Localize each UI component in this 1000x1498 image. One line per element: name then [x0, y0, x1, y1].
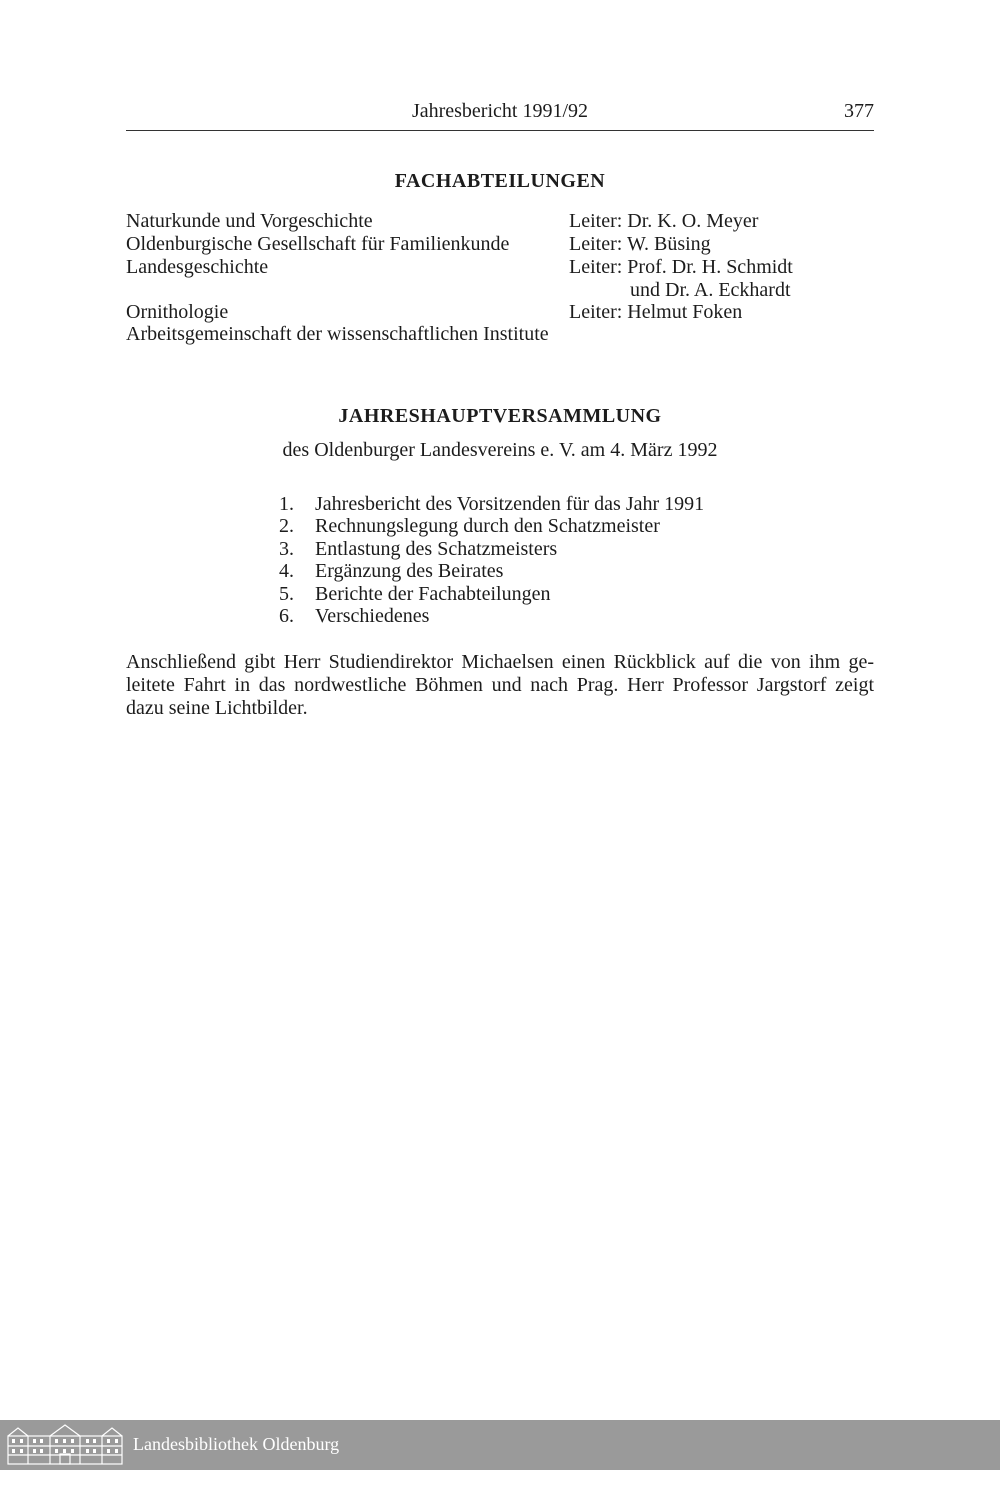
agenda-number: 2.	[279, 515, 294, 538]
library-building-icon	[6, 1424, 124, 1466]
agenda-text: Berichte der Fachabteilungen	[315, 582, 551, 605]
agenda-item	[270, 515, 660, 538]
agenda-text: Rechnungslegung durch den Schatzmeister	[315, 515, 660, 538]
header-rule	[126, 130, 874, 131]
agenda-item	[270, 537, 558, 560]
agenda-number: 3.	[279, 537, 294, 560]
library-footer-bar	[0, 1420, 1000, 1470]
department-leader: Leiter: W. Büsing	[569, 233, 711, 255]
agenda-item	[270, 582, 551, 605]
department-name: Oldenburgische Gesellschaft für Familienkunde	[126, 233, 510, 255]
running-header-title: Jahresbericht 1991/92	[411, 100, 589, 122]
paragraph-line: dazu seine Lichtbilder.	[126, 697, 308, 719]
agenda-text: Ergänzung des Beirates	[315, 560, 504, 583]
department-row	[126, 323, 874, 346]
agenda-text: Verschiedenes	[315, 604, 430, 627]
department-leader-continued: und Dr. A. Eckhardt	[630, 279, 791, 301]
department-name: Naturkunde und Vorgeschichte	[126, 210, 373, 232]
closing-paragraph	[126, 651, 874, 720]
department-name: Landesgeschichte	[126, 256, 269, 278]
agenda-item	[270, 493, 705, 515]
agenda-number: 1.	[279, 493, 294, 515]
agenda-list	[270, 493, 705, 627]
department-leader: Leiter: Dr. K. O. Meyer	[569, 210, 759, 232]
department-leader: Leiter: Helmut Foken	[569, 301, 743, 323]
department-row	[126, 279, 874, 302]
department-row	[126, 301, 874, 324]
meeting-subheading: des Oldenburger Landesvereins e. V. am 4. März 1992	[282, 439, 718, 461]
page-number: 377	[844, 100, 874, 122]
agenda-number: 6.	[279, 604, 294, 627]
library-name: Landesbibliothek Oldenburg	[133, 1434, 340, 1454]
department-row	[126, 256, 874, 279]
agenda-item	[270, 560, 504, 583]
agenda-text: Entlastung des Schatzmeisters	[315, 537, 558, 560]
agenda-text: Jahresbericht des Vorsitzenden für das Jahr 1991	[315, 493, 705, 515]
department-name: Ornithologie	[126, 301, 229, 323]
agenda-number: 5.	[279, 582, 294, 605]
paragraph-line: leitete Fahrt in das nordwestliche Böhmen und nach Prag. Herr Professor Jargstorf zeigt	[126, 674, 874, 696]
department-name: Arbeitsgemeinschaft der wissenschaftlichen Institute	[126, 323, 549, 345]
agenda-number: 4.	[279, 560, 294, 583]
department-leader: Leiter: Prof. Dr. H. Schmidt	[569, 256, 793, 278]
department-row	[126, 233, 874, 256]
jahreshauptversammlung-heading: JAHRESHAUPTVERSAMMLUNG	[338, 405, 662, 427]
agenda-item	[270, 604, 430, 627]
department-row	[126, 210, 874, 233]
paragraph-line: Anschließend gibt Herr Studiendirektor Michaelsen einen Rückblick auf die von ihm ge-	[126, 651, 874, 673]
fachabteilungen-heading: FACHABTEILUNGEN	[394, 170, 606, 192]
